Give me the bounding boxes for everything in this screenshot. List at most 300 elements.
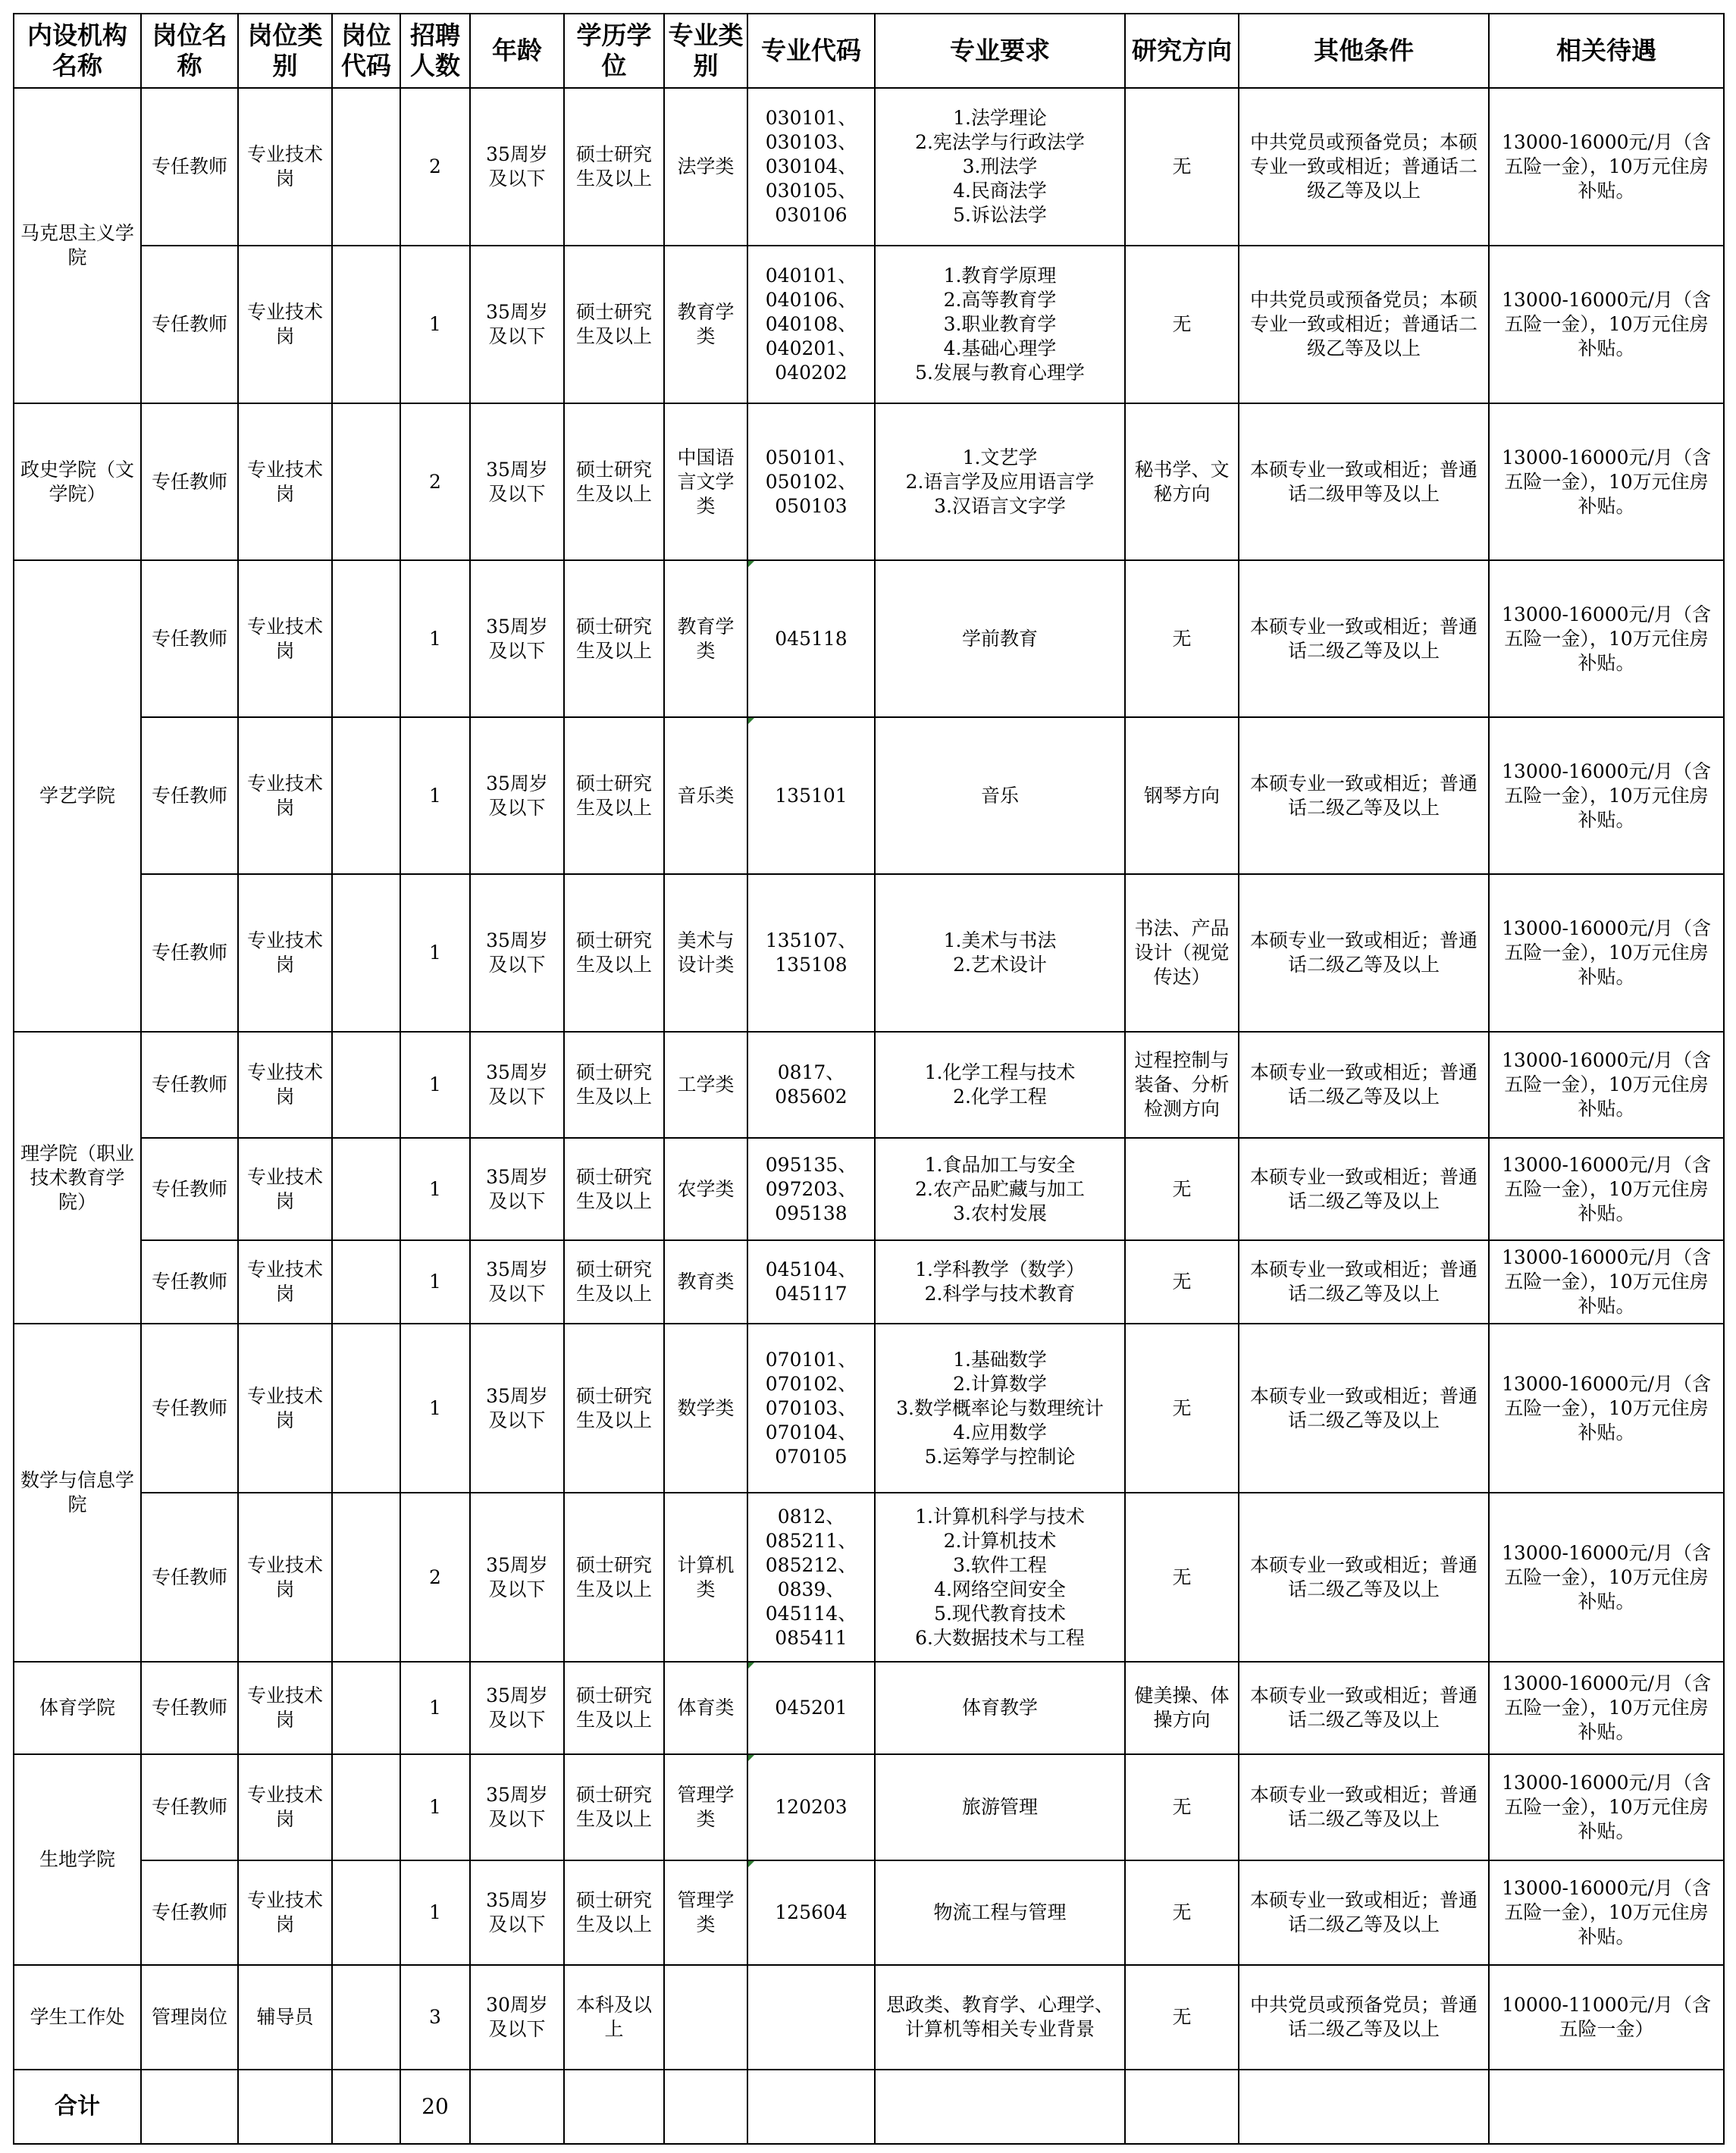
research-cell: 过程控制与装备、分析检测方向: [1125, 1032, 1239, 1138]
pay-cell: 13000-16000元/月（含五险一金），10万元住房补贴。: [1489, 1138, 1724, 1240]
count-cell: 2: [400, 88, 470, 246]
header-research: 研究方向: [1125, 14, 1239, 88]
post-type-cell: 专业技术岗: [238, 1493, 332, 1662]
major-code: 0812、: [777, 1505, 845, 1528]
major-category-cell: 体育类: [664, 1662, 747, 1754]
major-code: 085411: [775, 1626, 848, 1649]
major-requirement: 1.法学理论: [953, 107, 1047, 129]
major-code: 045201: [775, 1697, 848, 1719]
major-code: 135101: [775, 784, 848, 807]
header-org: 内设机构名称: [14, 14, 141, 88]
major-category-cell: 中国语言文学类: [664, 403, 747, 560]
major-requirement: 2.农产品贮藏与加工: [915, 1177, 1085, 1200]
table-row: [14, 560, 1724, 717]
post-type-cell: 专业技术岗: [238, 1662, 332, 1754]
other-conditions-cell: 中共党员或预备党员；本硕专业一致或相近；普通话二级乙等及以上: [1239, 88, 1489, 246]
post-name-cell: 专任教师: [141, 1754, 238, 1860]
post-code-cell: [332, 246, 400, 403]
major-requirement: 4.基础心理学: [943, 337, 1057, 359]
major-code: 0817、: [777, 1061, 845, 1083]
count-cell: 1: [400, 874, 470, 1032]
post-code-cell: [332, 1493, 400, 1662]
major-requirement-cell: [875, 1240, 1125, 1324]
major-requirement: 5.运筹学与控制论: [924, 1445, 1076, 1468]
research-cell: 无: [1125, 1138, 1239, 1240]
major-code: 040101、: [765, 265, 857, 287]
major-code: 030106: [775, 204, 848, 226]
post-name-cell: 管理岗位: [141, 1965, 238, 2070]
degree-cell: 硕士研究生及以上: [564, 1860, 664, 1965]
table-row: [14, 403, 1724, 560]
header-other: 其他条件: [1239, 14, 1489, 88]
major-code: 085211、: [765, 1529, 857, 1552]
pay-cell: 13000-16000元/月（含五险一金），10万元住房补贴。: [1489, 717, 1724, 874]
major-code-cell: [747, 874, 875, 1032]
major-category-cell: 工学类: [664, 1032, 747, 1138]
table-row: [14, 717, 1724, 874]
major-code-cell: [747, 246, 875, 403]
total-empty-cell: [238, 2070, 332, 2144]
header-post-code: 岗位代码: [332, 14, 400, 88]
major-code: 040202: [775, 362, 848, 384]
pay-cell: 13000-16000元/月（含五险一金），10万元住房补贴。: [1489, 1032, 1724, 1138]
total-label: 合计: [14, 2070, 141, 2144]
table-row: [14, 1754, 1724, 1860]
count-cell: 1: [400, 1754, 470, 1860]
major-category-cell: 管理学类: [664, 1754, 747, 1860]
post-code-cell: [332, 1860, 400, 1965]
post-code-cell: [332, 1965, 400, 2070]
major-code-cell: [747, 560, 875, 717]
count-cell: 2: [400, 1493, 470, 1662]
degree-cell: 硕士研究生及以上: [564, 246, 664, 403]
major-code: 050103: [775, 494, 848, 517]
major-code-cell: [747, 88, 875, 246]
post-name-cell: 专任教师: [141, 874, 238, 1032]
major-code: 135108: [775, 954, 848, 976]
table-row: [14, 1493, 1724, 1662]
major-category-cell: 农学类: [664, 1138, 747, 1240]
major-code: 045114、: [765, 1602, 857, 1625]
research-cell: 无: [1125, 1965, 1239, 2070]
post-code-cell: [332, 88, 400, 246]
post-code-cell: [332, 560, 400, 717]
major-requirement: 3.汉语言文字学: [934, 494, 1066, 517]
post-name-cell: 专任教师: [141, 560, 238, 717]
major-code: 070105: [775, 1445, 848, 1468]
org-name-cell: 政史学院（文学院）: [14, 403, 141, 560]
major-requirement-cell: [875, 403, 1125, 560]
major-code: 030104、: [765, 155, 857, 177]
major-requirement: 思政类、教育学、心理学、计算机等相关专业背景: [885, 1994, 1114, 2040]
age-cell: 35周岁及以下: [470, 1138, 564, 1240]
post-name-cell: 专任教师: [141, 1324, 238, 1493]
major-requirement: 3.软件工程: [953, 1553, 1047, 1576]
count-cell: 1: [400, 1032, 470, 1138]
total-empty-cell: [470, 2070, 564, 2144]
post-name-cell: 专任教师: [141, 1662, 238, 1754]
count-cell: 1: [400, 246, 470, 403]
degree-cell: 硕士研究生及以上: [564, 1324, 664, 1493]
major-category-cell: 教育类: [664, 1240, 747, 1324]
research-cell: 无: [1125, 246, 1239, 403]
post-code-cell: [332, 1240, 400, 1324]
major-requirement: 2.计算机技术: [943, 1529, 1057, 1552]
post-type-cell: 专业技术岗: [238, 1324, 332, 1493]
post-type-cell: 专业技术岗: [238, 560, 332, 717]
major-code: 070104、: [765, 1421, 857, 1443]
post-type-cell: 专业技术岗: [238, 1240, 332, 1324]
other-conditions-cell: 本硕专业一致或相近；普通话二级乙等及以上: [1239, 1240, 1489, 1324]
major-requirement: 1.食品加工与安全: [924, 1153, 1076, 1176]
major-requirement: 3.数学概率论与数理统计: [896, 1396, 1104, 1419]
header-age: 年龄: [470, 14, 564, 88]
total-empty-cell: [1489, 2070, 1724, 2144]
major-category-cell: 教育学类: [664, 246, 747, 403]
total-count: 20: [400, 2070, 470, 2144]
age-cell: 35周岁及以下: [470, 403, 564, 560]
major-requirement: 4.民商法学: [953, 180, 1047, 202]
post-name-cell: 专任教师: [141, 1860, 238, 1965]
major-requirement: 2.宪法学与行政法学: [915, 131, 1085, 153]
post-code-cell: [332, 403, 400, 560]
post-type-cell: 专业技术岗: [238, 88, 332, 246]
major-requirement-cell: [875, 88, 1125, 246]
other-conditions-cell: 本硕专业一致或相近；普通话二级乙等及以上: [1239, 1754, 1489, 1860]
major-requirement-cell: [875, 717, 1125, 874]
major-code-cell: [747, 1240, 875, 1324]
other-conditions-cell: 本硕专业一致或相近；普通话二级乙等及以上: [1239, 1138, 1489, 1240]
research-cell: 无: [1125, 1860, 1239, 1965]
major-code: 125604: [775, 1901, 848, 1923]
header-row: [14, 14, 1724, 88]
degree-cell: 硕士研究生及以上: [564, 717, 664, 874]
major-requirement: 4.网络空间安全: [934, 1578, 1066, 1600]
major-category-cell: 教育学类: [664, 560, 747, 717]
post-name-cell: 专任教师: [141, 403, 238, 560]
major-code: 085602: [775, 1086, 848, 1108]
major-requirement: 4.应用数学: [953, 1421, 1047, 1443]
major-requirement-cell: [875, 1138, 1125, 1240]
major-requirement-cell: [875, 246, 1125, 403]
other-conditions-cell: 本硕专业一致或相近；普通话二级乙等及以上: [1239, 874, 1489, 1032]
post-type-cell: 专业技术岗: [238, 717, 332, 874]
header-post-type: 岗位类别: [238, 14, 332, 88]
major-requirement: 3.刑法学: [962, 155, 1038, 177]
age-cell: 35周岁及以下: [470, 1860, 564, 1965]
major-requirement: 音乐: [980, 784, 1019, 807]
header-count: 招聘人数: [400, 14, 470, 88]
major-code-cell: [747, 1324, 875, 1493]
degree-cell: 硕士研究生及以上: [564, 1662, 664, 1754]
org-name-cell: 生地学院: [14, 1754, 141, 1965]
major-requirement: 5.诉讼法学: [953, 204, 1047, 226]
post-name-cell: 专任教师: [141, 1240, 238, 1324]
org-name-cell: 学生工作处: [14, 1965, 141, 2070]
major-requirement: 2.艺术设计: [953, 954, 1047, 976]
total-empty-cell: [1239, 2070, 1489, 2144]
count-cell: 1: [400, 1860, 470, 1965]
major-code: 070103、: [765, 1396, 857, 1419]
post-name-cell: 专任教师: [141, 1138, 238, 1240]
degree-cell: 硕士研究生及以上: [564, 88, 664, 246]
post-type-cell: 专业技术岗: [238, 403, 332, 560]
org-name-cell: 学艺学院: [14, 560, 141, 1032]
major-code: 040201、: [765, 337, 857, 359]
pay-cell: 13000-16000元/月（含五险一金），10万元住房补贴。: [1489, 874, 1724, 1032]
post-code-cell: [332, 1662, 400, 1754]
major-code-cell: [747, 1493, 875, 1662]
major-requirement-cell: [875, 1860, 1125, 1965]
table-row: [14, 1860, 1724, 1965]
major-code-cell: [747, 1754, 875, 1860]
major-code: 097203、: [765, 1177, 857, 1200]
major-code-cell: [747, 403, 875, 560]
major-category-cell: 美术与设计类: [664, 874, 747, 1032]
other-conditions-cell: 本硕专业一致或相近；普通话二级乙等及以上: [1239, 1662, 1489, 1754]
other-conditions-cell: 本硕专业一致或相近；普通话二级乙等及以上: [1239, 1324, 1489, 1493]
table-row: [14, 1138, 1724, 1240]
major-requirement: 体育教学: [961, 1697, 1038, 1719]
degree-cell: 硕士研究生及以上: [564, 1240, 664, 1324]
major-category-cell: 法学类: [664, 88, 747, 246]
degree-cell: 硕士研究生及以上: [564, 874, 664, 1032]
count-cell: 1: [400, 1240, 470, 1324]
major-requirement-cell: [875, 560, 1125, 717]
post-type-cell: 专业技术岗: [238, 1860, 332, 1965]
major-requirement: 1.文艺学: [962, 446, 1038, 469]
major-category-cell: 计算机类: [664, 1493, 747, 1662]
major-requirement: 6.大数据技术与工程: [915, 1626, 1085, 1649]
count-cell: 1: [400, 1662, 470, 1754]
research-cell: 无: [1125, 1754, 1239, 1860]
major-requirement: 2.科学与技术教育: [924, 1283, 1076, 1305]
major-code-cell: [747, 1032, 875, 1138]
post-code-cell: [332, 1754, 400, 1860]
total-empty-cell: [875, 2070, 1125, 2144]
other-conditions-cell: 本硕专业一致或相近；普通话二级甲等及以上: [1239, 403, 1489, 560]
research-cell: 无: [1125, 1493, 1239, 1662]
research-cell: 钢琴方向: [1125, 717, 1239, 874]
major-requirement-cell: [875, 1662, 1125, 1754]
degree-cell: 硕士研究生及以上: [564, 403, 664, 560]
total-empty-cell: [141, 2070, 238, 2144]
major-requirement: 2.高等教育学: [943, 289, 1057, 311]
pay-cell: 13000-16000元/月（含五险一金），10万元住房补贴。: [1489, 246, 1724, 403]
research-cell: 秘书学、文秘方向: [1125, 403, 1239, 560]
major-code: 040108、: [765, 313, 857, 335]
post-name-cell: 专任教师: [141, 246, 238, 403]
other-conditions-cell: 本硕专业一致或相近；普通话二级乙等及以上: [1239, 560, 1489, 717]
age-cell: 35周岁及以下: [470, 1032, 564, 1138]
degree-cell: 硕士研究生及以上: [564, 1493, 664, 1662]
pay-cell: 13000-16000元/月（含五险一金），10万元住房补贴。: [1489, 1860, 1724, 1965]
other-conditions-cell: 本硕专业一致或相近；普通话二级乙等及以上: [1239, 1493, 1489, 1662]
total-empty-cell: [332, 2070, 400, 2144]
major-requirement: 物流工程与管理: [933, 1901, 1067, 1923]
major-code: 135107、: [765, 929, 857, 951]
count-cell: 1: [400, 560, 470, 717]
major-requirement: 1.学科教学（数学）: [915, 1258, 1085, 1280]
table-row: [14, 874, 1724, 1032]
pay-cell: 13000-16000元/月（含五险一金），10万元住房补贴。: [1489, 403, 1724, 560]
post-code-cell: [332, 1324, 400, 1493]
major-category-cell: [664, 1965, 747, 2070]
age-cell: 35周岁及以下: [470, 717, 564, 874]
major-code: 045104、: [765, 1258, 857, 1280]
major-code-cell: [747, 1965, 875, 2070]
major-code-cell: [747, 1662, 875, 1754]
total-empty-cell: [664, 2070, 747, 2144]
pay-cell: 10000-11000元/月（含五险一金）: [1489, 1965, 1724, 2070]
major-code-cell: [747, 1860, 875, 1965]
header-degree: 学历学位: [564, 14, 664, 88]
total-row: [14, 2070, 1724, 2144]
table-row: [14, 246, 1724, 403]
post-type-cell: 专业技术岗: [238, 1032, 332, 1138]
major-requirement: 1.美术与书法: [943, 929, 1057, 951]
count-cell: 1: [400, 1324, 470, 1493]
count-cell: 1: [400, 717, 470, 874]
major-code-cell: [747, 1138, 875, 1240]
major-code: 040106、: [765, 289, 857, 311]
age-cell: 35周岁及以下: [470, 1493, 564, 1662]
other-conditions-cell: 本硕专业一致或相近；普通话二级乙等及以上: [1239, 1860, 1489, 1965]
pay-cell: 13000-16000元/月（含五险一金），10万元住房补贴。: [1489, 1324, 1724, 1493]
major-code: 050101、: [765, 446, 857, 469]
major-code: 030101、: [765, 107, 857, 129]
header-major-code: 专业代码: [747, 14, 875, 88]
major-code: 050102、: [765, 470, 857, 493]
major-requirement: 1.基础数学: [953, 1348, 1047, 1371]
major-code: 095138: [775, 1202, 848, 1224]
age-cell: 35周岁及以下: [470, 1324, 564, 1493]
pay-cell: 13000-16000元/月（含五险一金），10万元住房补贴。: [1489, 88, 1724, 246]
table-row: [14, 1032, 1724, 1138]
post-name-cell: 专任教师: [141, 717, 238, 874]
pay-cell: 13000-16000元/月（含五险一金），10万元住房补贴。: [1489, 1240, 1724, 1324]
post-type-cell: 辅导员: [238, 1965, 332, 2070]
org-name-cell: 马克思主义学院: [14, 88, 141, 403]
research-cell: 无: [1125, 1324, 1239, 1493]
major-requirement: 1.计算机科学与技术: [915, 1505, 1085, 1528]
research-cell: 无: [1125, 560, 1239, 717]
major-requirement-cell: [875, 1324, 1125, 1493]
other-conditions-cell: 中共党员或预备党员；本硕专业一致或相近；普通话二级乙等及以上: [1239, 246, 1489, 403]
major-requirement-cell: [875, 1032, 1125, 1138]
major-requirement-cell: [875, 1965, 1125, 2070]
pay-cell: 13000-16000元/月（含五险一金），10万元住房补贴。: [1489, 560, 1724, 717]
header-major-category: 专业类别: [664, 14, 747, 88]
age-cell: 35周岁及以下: [470, 560, 564, 717]
other-conditions-cell: 本硕专业一致或相近；普通话二级乙等及以上: [1239, 1032, 1489, 1138]
recruitment-table: [13, 13, 1725, 2145]
post-code-cell: [332, 1032, 400, 1138]
post-type-cell: 专业技术岗: [238, 874, 332, 1032]
org-name-cell: 数学与信息学院: [14, 1324, 141, 1662]
post-type-cell: 专业技术岗: [238, 1754, 332, 1860]
degree-cell: 硕士研究生及以上: [564, 1754, 664, 1860]
major-code: 070101、: [765, 1348, 857, 1371]
major-requirement: 2.语言学及应用语言学: [905, 470, 1095, 493]
major-code: 030103、: [765, 131, 857, 153]
major-requirement: 旅游管理: [961, 1796, 1038, 1818]
total-empty-cell: [747, 2070, 875, 2144]
research-cell: 无: [1125, 88, 1239, 246]
header-major-requirement: 专业要求: [875, 14, 1125, 88]
major-category-cell: 数学类: [664, 1324, 747, 1493]
major-code: 095135、: [765, 1153, 857, 1176]
count-cell: 1: [400, 1138, 470, 1240]
major-code-cell: [747, 717, 875, 874]
major-requirement: 3.职业教育学: [943, 313, 1057, 335]
age-cell: 35周岁及以下: [470, 88, 564, 246]
major-requirement-cell: [875, 1754, 1125, 1860]
post-name-cell: 专任教师: [141, 1032, 238, 1138]
age-cell: 35周岁及以下: [470, 246, 564, 403]
pay-cell: 13000-16000元/月（含五险一金），10万元住房补贴。: [1489, 1754, 1724, 1860]
research-cell: 无: [1125, 1240, 1239, 1324]
major-requirement: 2.化学工程: [953, 1086, 1047, 1108]
major-requirement: 3.农村发展: [953, 1202, 1047, 1224]
age-cell: 35周岁及以下: [470, 1754, 564, 1860]
post-name-cell: 专任教师: [141, 88, 238, 246]
major-code: 085212、: [765, 1553, 857, 1576]
major-code: 070102、: [765, 1372, 857, 1395]
table-row: [14, 1324, 1724, 1493]
table-row: [14, 1662, 1724, 1754]
table-row: [14, 1240, 1724, 1324]
major-code: 120203: [775, 1796, 848, 1818]
total-empty-cell: [564, 2070, 664, 2144]
major-requirement: 1.化学工程与技术: [924, 1061, 1076, 1083]
degree-cell: 硕士研究生及以上: [564, 1032, 664, 1138]
research-cell: 健美操、体操方向: [1125, 1662, 1239, 1754]
major-requirement: 学前教育: [961, 627, 1038, 650]
major-category-cell: 管理学类: [664, 1860, 747, 1965]
post-type-cell: 专业技术岗: [238, 246, 332, 403]
major-code: 045118: [775, 627, 848, 650]
post-code-cell: [332, 717, 400, 874]
pay-cell: 13000-16000元/月（含五险一金），10万元住房补贴。: [1489, 1493, 1724, 1662]
count-cell: 3: [400, 1965, 470, 2070]
major-code: 030105、: [765, 180, 857, 202]
major-requirement: 2.计算数学: [953, 1372, 1047, 1395]
major-requirement: 5.发展与教育心理学: [915, 362, 1085, 384]
other-conditions-cell: 本硕专业一致或相近；普通话二级乙等及以上: [1239, 717, 1489, 874]
major-requirement-cell: [875, 874, 1125, 1032]
table-body: [14, 88, 1724, 2070]
major-requirement: 1.教育学原理: [943, 265, 1057, 287]
degree-cell: 硕士研究生及以上: [564, 1138, 664, 1240]
major-code: 0839、: [777, 1578, 845, 1600]
post-code-cell: [332, 1138, 400, 1240]
count-cell: 2: [400, 403, 470, 560]
major-code: 045117: [775, 1283, 848, 1305]
research-cell: 书法、产品设计（视觉传达）: [1125, 874, 1239, 1032]
pay-cell: 13000-16000元/月（含五险一金），10万元住房补贴。: [1489, 1662, 1724, 1754]
degree-cell: 硕士研究生及以上: [564, 560, 664, 717]
other-conditions-cell: 中共党员或预备党员；普通话二级乙等及以上: [1239, 1965, 1489, 2070]
age-cell: 30周岁及以下: [470, 1965, 564, 2070]
age-cell: 35周岁及以下: [470, 874, 564, 1032]
org-name-cell: 理学院（职业技术教育学院）: [14, 1032, 141, 1324]
header-pay: 相关待遇: [1489, 14, 1724, 88]
post-code-cell: [332, 874, 400, 1032]
post-name-cell: 专任教师: [141, 1493, 238, 1662]
total-empty-cell: [1125, 2070, 1239, 2144]
table-row: [14, 1965, 1724, 2070]
